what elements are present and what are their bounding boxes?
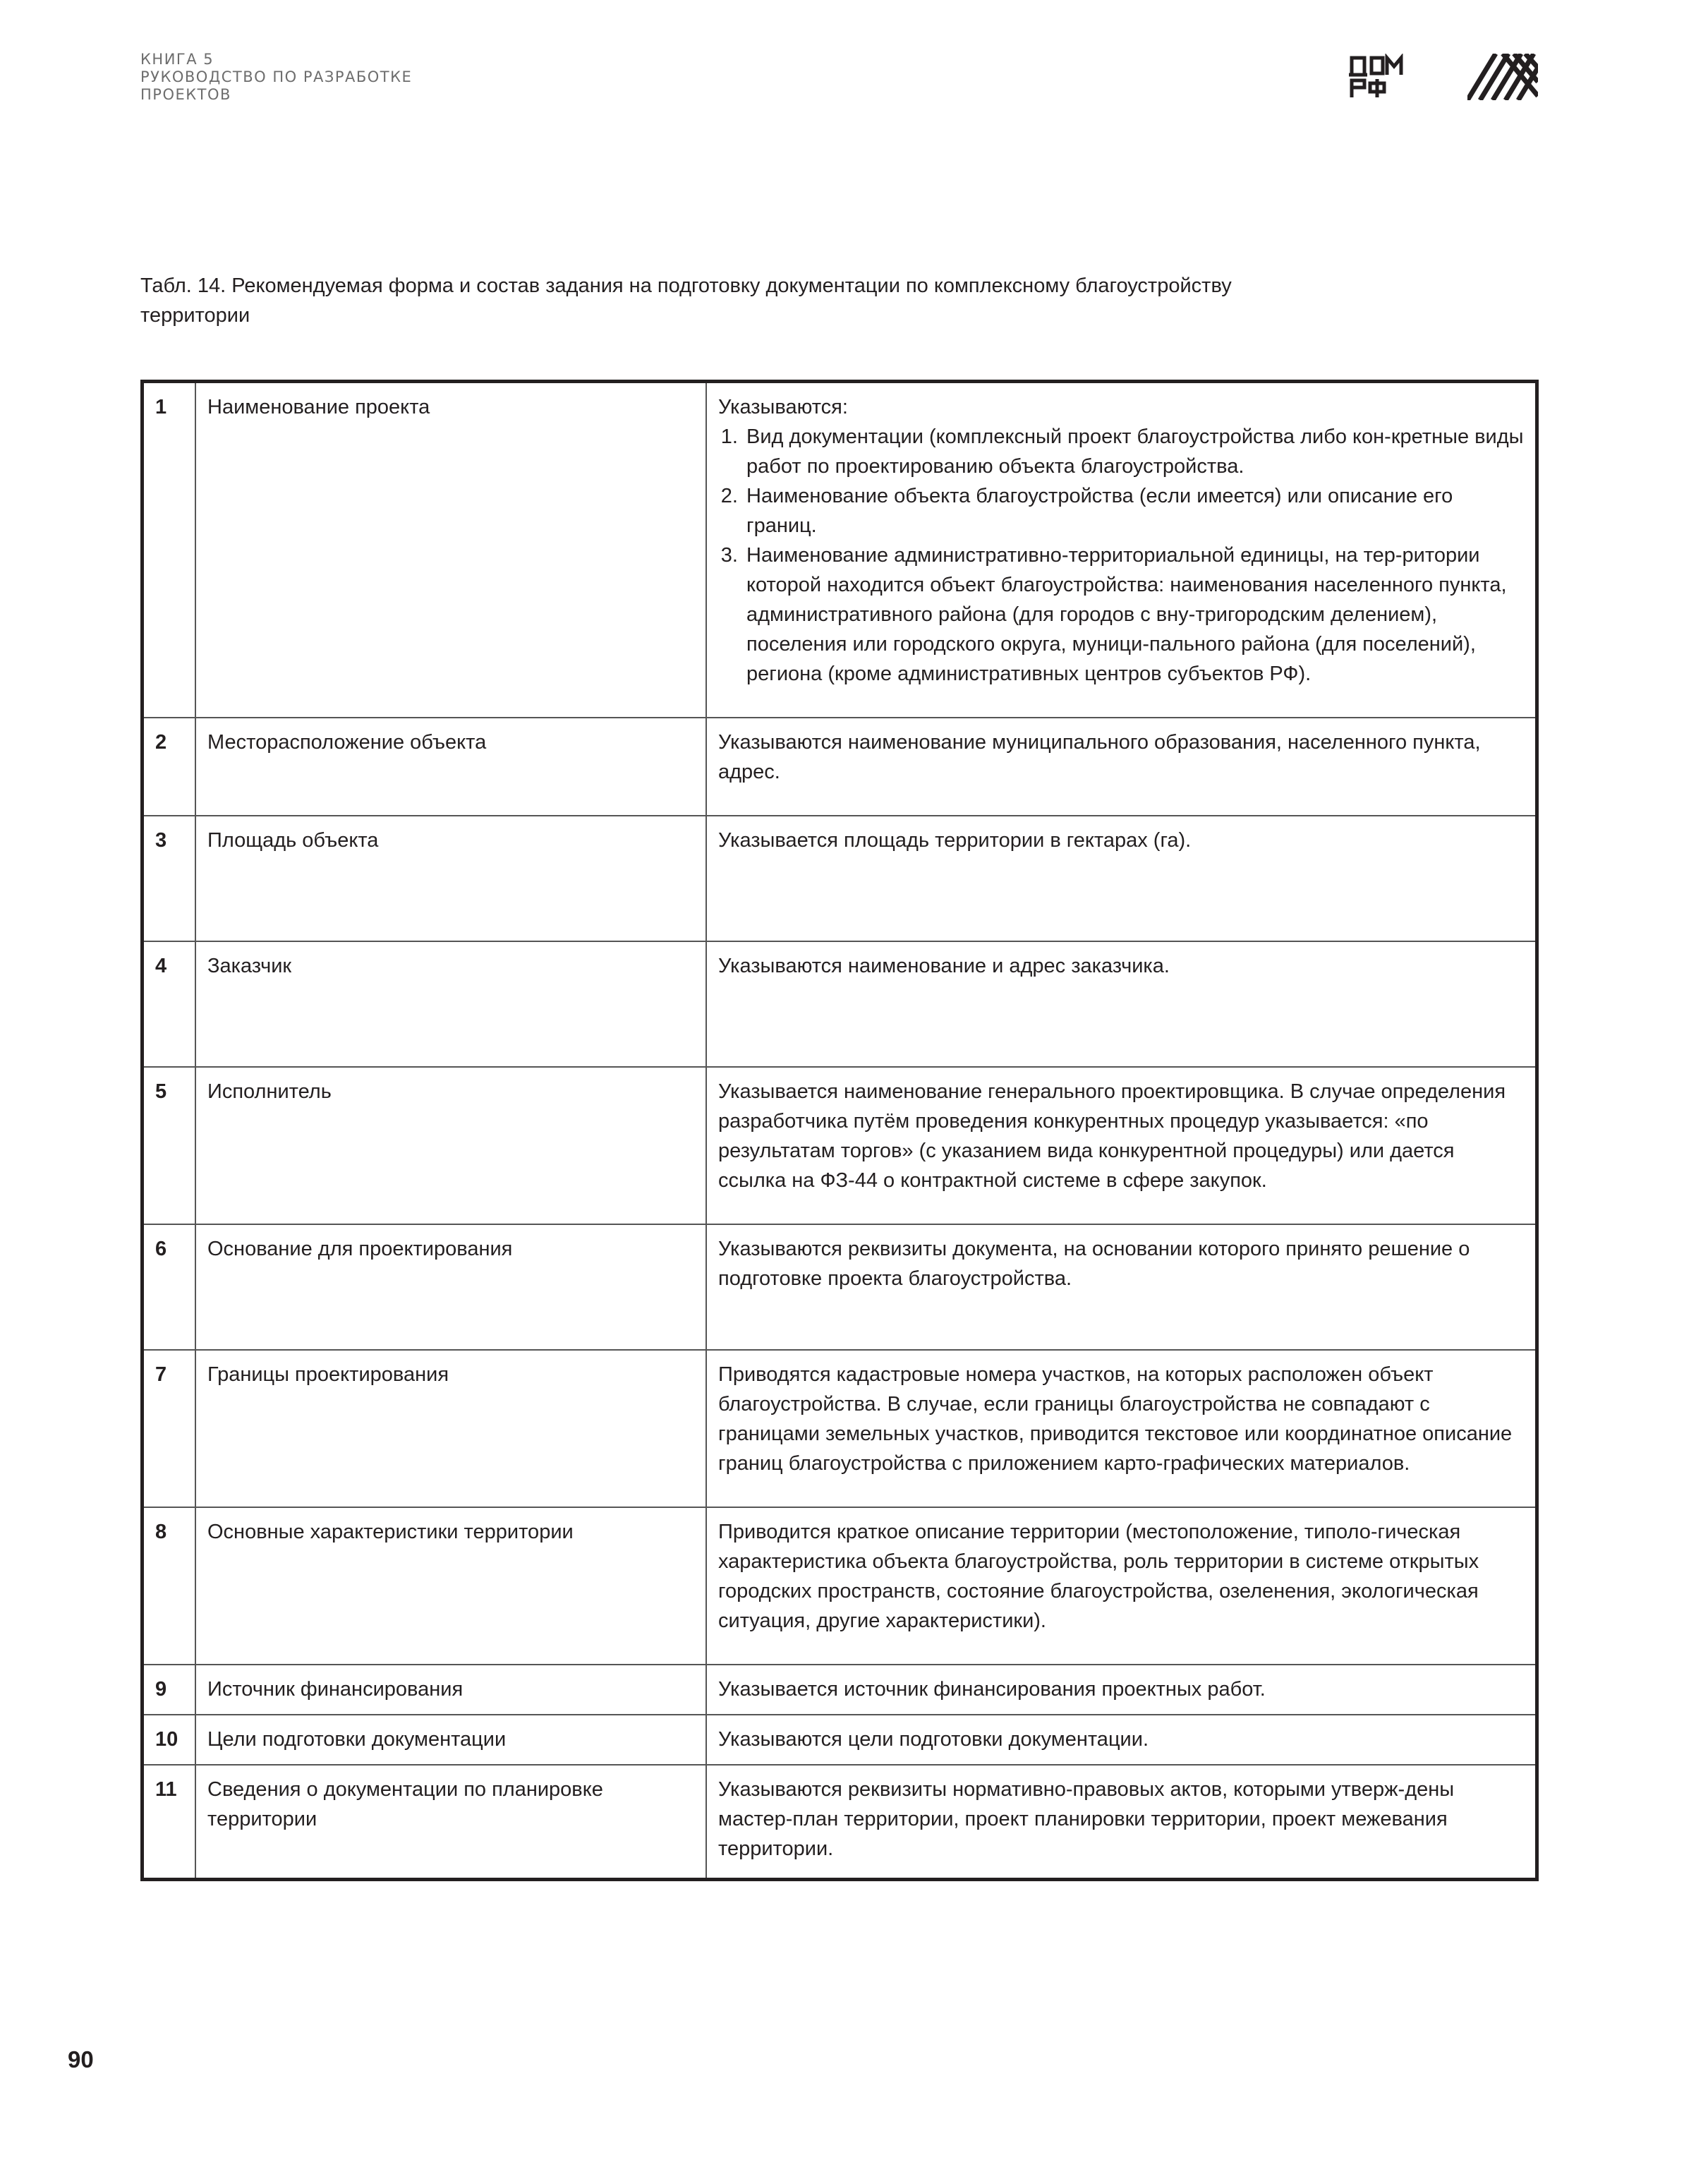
row-label: Основные характеристики территории bbox=[195, 1507, 706, 1665]
row-number: 1 bbox=[143, 382, 196, 718]
table-row bbox=[143, 1350, 1537, 1507]
table-row bbox=[143, 1507, 1537, 1665]
row-value: Указывается наименование генерального проектировщика. В случае определения разработчика путём проведения конкурентных процедур указывается: «по результатам торгов» (с указанием вида конкурентной процедуры) или дается ссылка на ФЗ-44 о контрактной системе в сфере закупок. bbox=[706, 1067, 1537, 1224]
row-number: 2 bbox=[143, 718, 196, 816]
table-row bbox=[143, 718, 1537, 816]
row-number: 10 bbox=[143, 1715, 196, 1765]
row-label: Цели подготовки документации bbox=[195, 1715, 706, 1765]
row-value: Указывается площадь территории в гектарах (га). bbox=[706, 816, 1537, 941]
row-number: 6 bbox=[143, 1224, 196, 1350]
numbered-list bbox=[718, 422, 1524, 689]
table-row bbox=[143, 816, 1537, 941]
assignment-table bbox=[140, 380, 1539, 1881]
row-value: Указываются наименование муниципального образования, населенного пункта, адрес. bbox=[706, 718, 1537, 816]
running-header bbox=[140, 51, 412, 104]
row-value: Указываются наименование и адрес заказчика. bbox=[706, 941, 1537, 1067]
row-label: Месторасположение объекта bbox=[195, 718, 706, 816]
dom-rf-logo bbox=[1349, 54, 1405, 99]
table-row bbox=[143, 1715, 1537, 1765]
list-item: 1. Вид документации (комплексный проект благоустройства либо кон-кретные виды работ по проектированию объекта благоустройства. bbox=[744, 422, 1524, 481]
row-value: Приводятся кадастровые номера участков, на которых расположен объект благоустройства. В случае, если границы благоустройства не совпадают с границами земельных участков, приводится текстовое или координатное описание границ благоустройства с приложением карто-графических материалов. bbox=[706, 1350, 1537, 1507]
row-number: 11 bbox=[143, 1765, 196, 1880]
table-row bbox=[143, 1665, 1537, 1715]
row-value: Указываются цели подготовки документации. bbox=[706, 1715, 1537, 1765]
row-value: Указываются реквизиты нормативно-правовых актов, которыми утверж-дены мастер-план территории, проект планировки территории, проект межевания территории. bbox=[706, 1765, 1537, 1880]
row-label: Заказчик bbox=[195, 941, 706, 1067]
row-number: 8 bbox=[143, 1507, 196, 1665]
row-intro: Указываются: bbox=[718, 396, 848, 418]
list-item: 2. Наименование объекта благоустройства (если имеется) или описание его границ. bbox=[744, 481, 1524, 541]
table-caption: Табл. 14. Рекомендуемая форма и состав задания на подготовку документации по комплексному благоустройству территории bbox=[140, 274, 1232, 327]
table-row bbox=[143, 382, 1537, 718]
row-label: Сведения о документации по планировке территории bbox=[195, 1765, 706, 1880]
row-label: Источник финансирования bbox=[195, 1665, 706, 1715]
row-number: 9 bbox=[143, 1665, 196, 1715]
diagonal-lattice-icon bbox=[1467, 54, 1538, 100]
table-row bbox=[143, 1765, 1537, 1880]
row-label: Исполнитель bbox=[195, 1067, 706, 1224]
row-number: 4 bbox=[143, 941, 196, 1067]
row-label: Основание для проектирования bbox=[195, 1224, 706, 1350]
row-number: 3 bbox=[143, 816, 196, 941]
row-number: 7 bbox=[143, 1350, 196, 1507]
header-line: РУКОВОДСТВО ПО РАЗРАБОТКЕ bbox=[140, 68, 413, 85]
row-label: Наименование проекта bbox=[195, 382, 706, 718]
table-row bbox=[143, 1067, 1537, 1224]
row-label: Границы проектирования bbox=[195, 1350, 706, 1507]
header-line: ПРОЕКТОВ bbox=[140, 86, 231, 103]
row-value: Указываются реквизиты документа, на основании которого принято решение о подготовке проекта благоустройства. bbox=[706, 1224, 1537, 1350]
row-value bbox=[706, 382, 1537, 718]
page-number: 90 bbox=[68, 2046, 94, 2072]
row-value: Указывается источник финансирования проектных работ. bbox=[706, 1665, 1537, 1715]
row-number: 5 bbox=[143, 1067, 196, 1224]
table-row bbox=[143, 1224, 1537, 1350]
row-value: Приводится краткое описание территории (местоположение, типоло-гическая характеристика объекта благоустройства, роль территории в системе открытых городских пространств, состояние благоустройства, озеленения, экологическая ситуация, другие характеристики). bbox=[706, 1507, 1537, 1665]
table-row bbox=[143, 941, 1537, 1067]
list-item: 3. Наименование административно-территориальной единицы, на тер-ритории которой находится объект благоустройства: наименования населенного пункта, административного района (для городов с вну-тригородским делением), поселения или городского округа, муници-пального района (для поселений), региона (кроме административных центров субъектов РФ). bbox=[744, 541, 1524, 689]
header-line: КНИГА 5 bbox=[140, 51, 214, 68]
row-label: Площадь объекта bbox=[195, 816, 706, 941]
